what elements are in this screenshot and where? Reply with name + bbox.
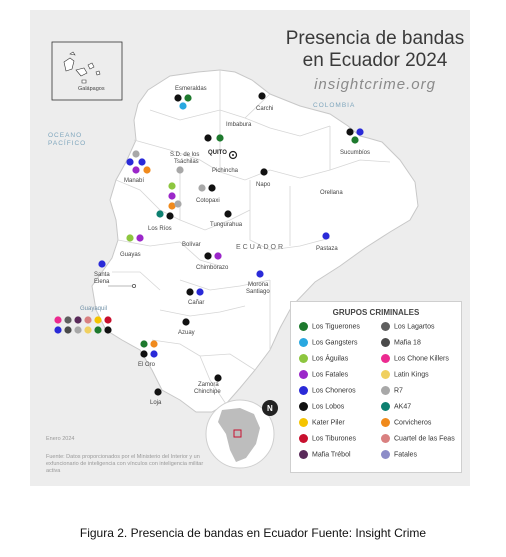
- legend-label: Mafia Trébol: [312, 451, 351, 459]
- legend-item: [381, 434, 455, 443]
- legend-label: Los Gangsters: [312, 339, 358, 347]
- legend-label: Kater Piler: [312, 419, 345, 427]
- legend-swatch: [299, 370, 308, 379]
- legend-label: Los Choneros: [312, 387, 356, 395]
- label-oceano: OCEANO: [48, 132, 83, 139]
- legend-label: Los Fatales: [312, 371, 349, 379]
- label-cotopaxi: Cotopaxi: [196, 198, 220, 204]
- label-manabi: Manabí: [124, 178, 145, 184]
- dot-gye-11: [94, 326, 101, 333]
- legend-item: [381, 418, 431, 427]
- legend-swatch: [381, 370, 390, 379]
- label-guayas: Guayas: [120, 252, 141, 258]
- legend-swatch: [299, 322, 308, 331]
- legend-item: [299, 322, 360, 331]
- galapagos-islands: [64, 52, 100, 83]
- label-esmeraldas: Esmeraldas: [175, 86, 207, 92]
- legend-item: [299, 450, 351, 459]
- dot-eloro-2: [150, 340, 157, 347]
- legend-item: [381, 322, 434, 331]
- dot-sucumbios-1: [346, 128, 353, 135]
- label-orellana: Orellana: [320, 190, 343, 196]
- dot-canar-1: [186, 288, 193, 295]
- legend-label: R7: [394, 387, 403, 395]
- label-azuay: Azuay: [178, 330, 195, 336]
- legend-swatch: [381, 322, 390, 331]
- dot-gye-3: [74, 316, 81, 323]
- legend-swatch: [299, 450, 308, 459]
- legend-label: Cuartel de las Feas: [394, 435, 455, 443]
- label-morona-1: Morona: [248, 282, 269, 288]
- dot-chimborazo-1: [204, 252, 211, 259]
- legend-swatch: [381, 450, 390, 459]
- dot-manabi-5: [143, 166, 150, 173]
- dot-manabi-3: [138, 158, 145, 165]
- dot-manabi-4: [132, 166, 139, 173]
- dot-gye-2: [64, 316, 71, 323]
- label-tungurahua: Tungurahua: [210, 222, 243, 228]
- legend-item: [381, 450, 417, 459]
- title-line-1: Presencia de bandas: [285, 28, 465, 49]
- figure-caption: Figura 2. Presencia de bandas en Ecuador Fuente: Insight Crime: [79, 526, 427, 540]
- dot-gye-6: [104, 316, 111, 323]
- label-santa-elena-2: Elena: [94, 279, 110, 285]
- legend-swatch: [381, 386, 390, 395]
- label-galapagos: Galápagos: [78, 86, 105, 92]
- dot-losrios-1: [168, 182, 175, 189]
- dot-tungurahua: [224, 210, 231, 217]
- dot-chimborazo-2: [214, 252, 221, 259]
- label-sd-2: Tsáchilas: [174, 159, 199, 165]
- dot-gye-12: [104, 326, 111, 333]
- dot-gye-5: [94, 316, 101, 323]
- dot-sd-1: [176, 166, 183, 173]
- legend-item: [299, 418, 345, 427]
- title-line-2: en Ecuador 2024: [302, 50, 448, 71]
- dot-santaelena: [98, 260, 105, 267]
- dot-losrios-5: [156, 210, 163, 217]
- legend-item: [299, 370, 348, 379]
- legend-item: [299, 434, 356, 443]
- dot-losrios-2: [168, 192, 175, 199]
- legend-label: Los Tiguerones: [312, 323, 360, 331]
- dot-canar-2: [196, 288, 203, 295]
- dot-cotopaxi-1: [198, 184, 205, 191]
- dot-cotopaxi-2: [208, 184, 215, 191]
- legend-item: [381, 338, 421, 347]
- dot-morona: [256, 270, 263, 277]
- legend-item: [381, 386, 403, 395]
- legend-item: [299, 354, 348, 363]
- compass-letter: N: [267, 404, 273, 413]
- label-santa-elena-1: Santa: [94, 272, 110, 278]
- legend-title: GRUPOS CRIMINALES: [332, 308, 420, 317]
- dot-eloro-1: [140, 340, 147, 347]
- legend-item: [381, 402, 411, 411]
- dot-imbabura-2: [216, 134, 223, 141]
- dot-manabi-2: [126, 158, 133, 165]
- dot-esmeraldas-1: [174, 94, 181, 101]
- label-pacifico: PACÍFICO: [48, 140, 87, 147]
- dot-imbabura-1: [204, 134, 211, 141]
- legend-label: Fatales: [394, 451, 417, 459]
- dot-carchi: [258, 92, 265, 99]
- dot-loja: [154, 388, 161, 395]
- dot-napo: [260, 168, 267, 175]
- dot-losrios-4: [174, 200, 181, 207]
- dot-losrios-6: [166, 212, 173, 219]
- legend-label: Los Lagartos: [394, 323, 435, 331]
- map-subtitle: insightcrime.org: [314, 76, 436, 93]
- dot-azuay: [182, 318, 189, 325]
- label-carchi: Carchi: [256, 106, 274, 112]
- label-zamora-2: Chinchipe: [194, 389, 221, 395]
- label-los-rios: Los Ríos: [148, 226, 172, 232]
- legend-item: [299, 402, 344, 411]
- dot-sucumbios-3: [351, 136, 358, 143]
- dot-zamora: [214, 374, 221, 381]
- legend-swatch: [381, 418, 390, 427]
- footer-source: Fuente: Datos proporcionados por el Ministerio del Interior y un exfuncionario de inteligencia con vínculos con inteligencia militar activa: [46, 454, 204, 474]
- dot-gye-9: [74, 326, 81, 333]
- legend-swatch: [299, 402, 308, 411]
- label-el-oro: El Oro: [138, 362, 156, 368]
- label-ecuador: ECUADOR: [236, 244, 286, 251]
- footer-date: Enero 2024: [46, 436, 75, 442]
- dot-gye-1: [54, 316, 61, 323]
- legend-swatch: [381, 402, 390, 411]
- dot-manabi-1: [132, 150, 139, 157]
- label-sucumbios: Sucumbíos: [340, 150, 371, 156]
- label-colombia: COLOMBIA: [313, 102, 356, 109]
- legend-label: Los Tiburones: [312, 435, 356, 443]
- legend-swatch: [299, 434, 308, 443]
- label-bolivar: Bolívar: [182, 242, 201, 248]
- dot-eloro-3: [140, 350, 147, 357]
- legend-swatch: [381, 338, 390, 347]
- legend-item: [381, 370, 429, 379]
- dot-gye-8: [64, 326, 71, 333]
- legend-swatch: [381, 354, 390, 363]
- legend-label: Latin Kings: [394, 371, 429, 379]
- legend-swatch: [381, 434, 390, 443]
- legend-label: Mafia 18: [394, 339, 421, 347]
- legend-item: [299, 338, 358, 347]
- map-card: [30, 10, 470, 486]
- legend-label: Los Águilas: [312, 355, 349, 363]
- legend-swatch: [299, 338, 308, 347]
- label-imbabura: Imbabura: [226, 122, 252, 128]
- legend-label: Los Lobos: [312, 403, 345, 411]
- label-loja: Loja: [150, 400, 162, 406]
- label-morona-2: Santiago: [246, 289, 270, 295]
- dot-esmeraldas-3: [179, 102, 186, 109]
- legend-panel: [290, 301, 462, 473]
- legend-swatch: [299, 418, 308, 427]
- dot-guayas-1: [126, 234, 133, 241]
- legend-label: Los Chone Killers: [394, 355, 449, 363]
- dot-guayas-2: [136, 234, 143, 241]
- label-pastaza: Pastaza: [316, 246, 338, 252]
- label-sd-1: S.D. de los: [170, 152, 200, 158]
- dot-esmeraldas-2: [184, 94, 191, 101]
- label-napo: Napo: [256, 182, 271, 188]
- legend-label: AK47: [394, 403, 412, 411]
- label-canar: Cañar: [188, 300, 205, 306]
- label-chimborazo: Chimborazo: [196, 265, 229, 271]
- legend-swatch: [299, 354, 308, 363]
- dot-pastaza: [322, 232, 329, 239]
- label-quito: QUITO: [208, 150, 227, 156]
- legend-item: [381, 354, 449, 363]
- label-pichincha: Pichincha: [212, 168, 239, 174]
- legend-item: [299, 386, 356, 395]
- dot-eloro-4: [150, 350, 157, 357]
- label-zamora-1: Zamora: [198, 382, 219, 388]
- dot-sucumbios-2: [356, 128, 363, 135]
- legend-swatch: [299, 386, 308, 395]
- dot-gye-10: [84, 326, 91, 333]
- map-title: [270, 28, 480, 72]
- legend-label: Corvicheros: [394, 419, 432, 427]
- dot-gye-4: [84, 316, 91, 323]
- label-guayaquil: Guayaquil: [80, 306, 108, 312]
- dot-gye-7: [54, 326, 61, 333]
